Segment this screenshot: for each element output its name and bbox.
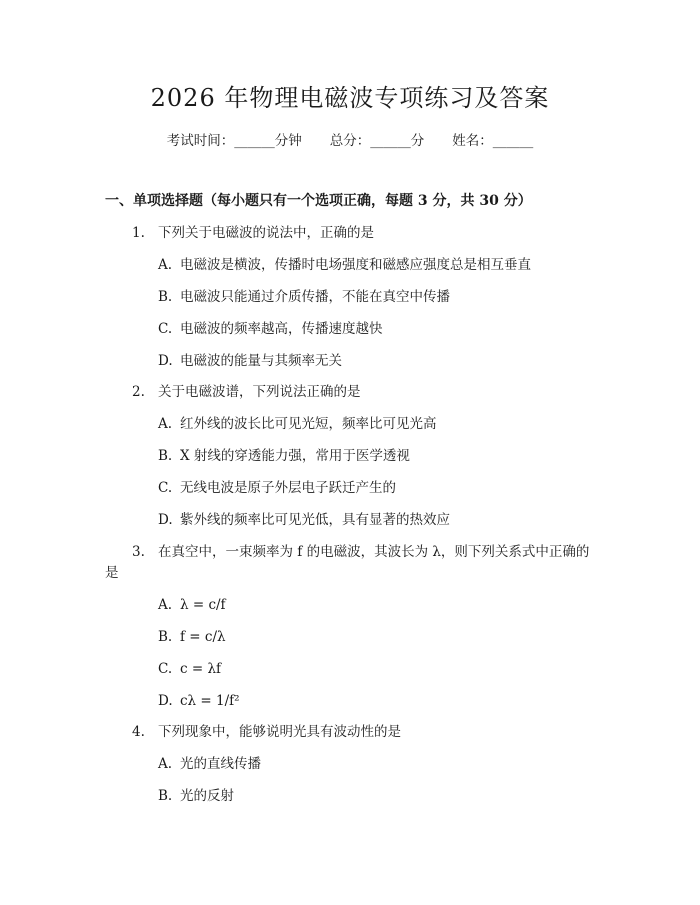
question-text: 下列现象中，能够说明光具有波动性的是 bbox=[158, 724, 401, 740]
option-text: λ = c/f bbox=[180, 597, 226, 613]
option-text: 紫外线的频率比可见光低，具有显著的热效应 bbox=[180, 512, 450, 528]
option-text: cλ = 1/f² bbox=[180, 693, 240, 709]
option-label: A. bbox=[158, 756, 173, 772]
exam-time-field: 考试时间：______分钟 bbox=[166, 133, 302, 149]
total-score-field: 总分：______分 bbox=[329, 133, 425, 149]
question-3-option-a bbox=[158, 594, 226, 616]
option-text: 光的反射 bbox=[180, 788, 234, 804]
option-text: 电磁波的频率越高，传播速度越快 bbox=[180, 321, 383, 337]
question-4-option-b bbox=[158, 785, 234, 807]
question-3-option-c bbox=[158, 658, 221, 680]
option-label: D. bbox=[158, 693, 173, 709]
option-text: 红外线的波长比可见光短，频率比可见光高 bbox=[180, 416, 437, 432]
option-label: B. bbox=[158, 289, 173, 305]
option-label: A. bbox=[158, 257, 173, 273]
question-3-stem bbox=[132, 541, 589, 563]
exam-info-line bbox=[0, 130, 700, 152]
question-4-option-a bbox=[158, 753, 261, 775]
question-1-option-d bbox=[158, 350, 342, 372]
question-1-stem bbox=[132, 222, 374, 244]
option-text: 电磁波只能通过介质传播，不能在真空中传播 bbox=[180, 289, 450, 305]
page-title: 2026 年物理电磁波专项练习及答案 bbox=[150, 84, 550, 112]
question-2-option-d bbox=[158, 509, 450, 531]
option-label: D. bbox=[158, 353, 173, 369]
question-3-stem-continued: 是 bbox=[105, 565, 119, 581]
section-heading: 一、单项选择题（每小题只有一个选项正确，每题 3 分，共 30 分） bbox=[105, 193, 532, 209]
option-label: A. bbox=[158, 597, 173, 613]
option-text: f = c/λ bbox=[180, 629, 226, 645]
option-text: c = λf bbox=[180, 661, 222, 677]
student-name-field: 姓名：______ bbox=[452, 133, 534, 149]
option-text: 电磁波的能量与其频率无关 bbox=[180, 353, 342, 369]
option-text: X 射线的穿透能力强，常用于医学透视 bbox=[180, 448, 410, 464]
option-label: A. bbox=[158, 416, 173, 432]
question-text: 关于电磁波谱，下列说法正确的是 bbox=[158, 384, 361, 400]
question-number: 4. bbox=[132, 724, 145, 740]
question-number: 1. bbox=[132, 225, 145, 241]
question-3-option-b bbox=[158, 626, 226, 648]
question-text: 在真空中，一束频率为 f 的电磁波，其波长为 λ，则下列关系式中正确的 bbox=[158, 544, 590, 560]
option-label: B. bbox=[158, 629, 173, 645]
question-1-option-b bbox=[158, 286, 450, 308]
question-2-option-b bbox=[158, 445, 410, 467]
option-label: C. bbox=[158, 321, 173, 337]
question-2-option-c bbox=[158, 477, 396, 499]
question-3-option-d bbox=[158, 690, 240, 712]
question-1-option-a bbox=[158, 254, 531, 276]
option-label: C. bbox=[158, 661, 173, 677]
question-number: 2. bbox=[132, 384, 145, 400]
option-label: B. bbox=[158, 788, 173, 804]
question-2-option-a bbox=[158, 413, 437, 435]
option-label: B. bbox=[158, 448, 173, 464]
question-text: 下列关于电磁波的说法中，正确的是 bbox=[158, 225, 374, 241]
option-label: C. bbox=[158, 480, 173, 496]
option-text: 无线电波是原子外层电子跃迁产生的 bbox=[180, 480, 396, 496]
question-4-stem bbox=[132, 721, 401, 743]
option-text: 电磁波是横波，传播时电场强度和磁感应强度总是相互垂直 bbox=[180, 257, 531, 273]
option-text: 光的直线传播 bbox=[180, 756, 261, 772]
question-number: 3. bbox=[132, 544, 145, 560]
question-1-option-c bbox=[158, 318, 383, 340]
option-label: D. bbox=[158, 512, 173, 528]
question-2-stem bbox=[132, 381, 361, 403]
